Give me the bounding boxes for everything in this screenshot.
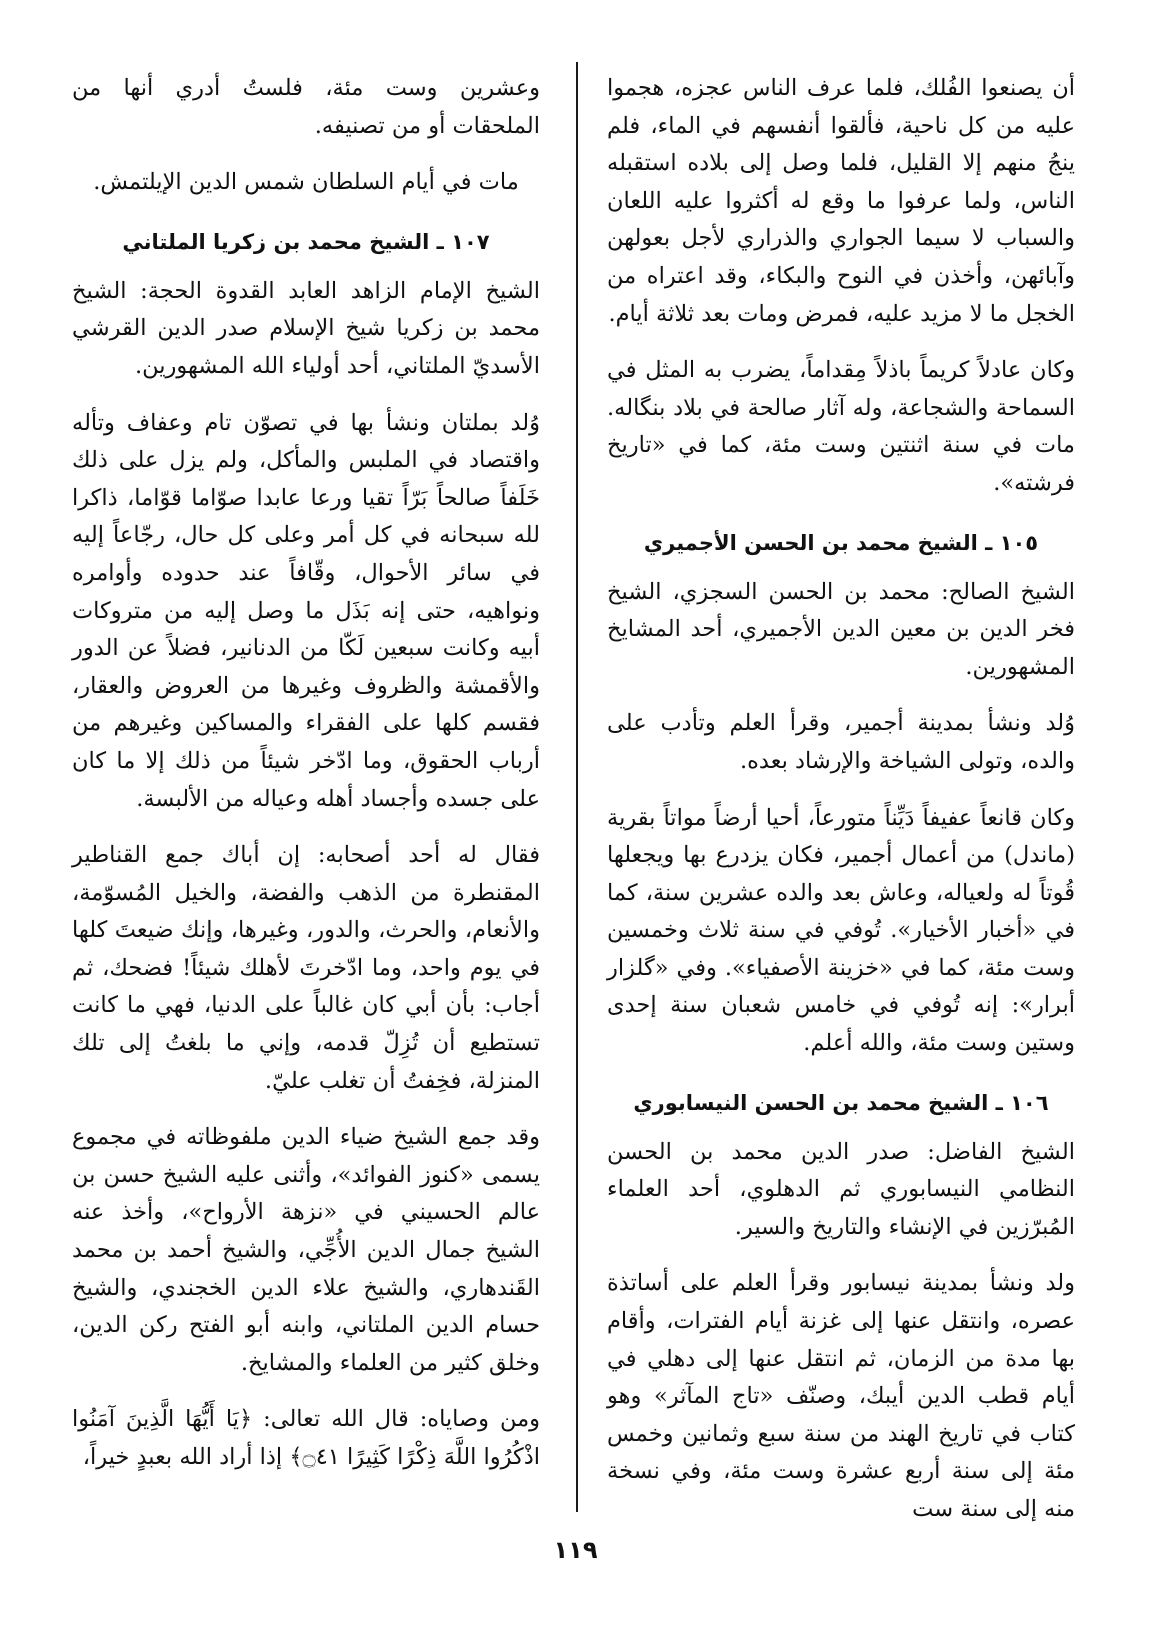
paragraph: وعشرين وست مئة، فلستُ أدري أنها من الملحقات أو من تصنيفه. <box>72 75 540 139</box>
paragraph-continuation: إذا أراد الله بعبدٍ خيراً، <box>82 1444 290 1470</box>
paragraph: ولد ونشأ بمدينة نيسابور وقرأ العلم على أساتذة عصره، وانتقل عنها إلى غزنة أيام الفترات، وأقام بها مدة من الزمان، ثم انتقل عنها إلى دهلي في أيام قطب الدين أيبك، وصنّف «تاج المآثر» وهو كتاب في تاريخ الهند من سنة سبع وثمانين وخمس مئة إلى سنة أربع عشرة وست مئة، وفي نسخة منه إلى سنة ست <box>607 1270 1075 1522</box>
left-column <box>72 70 540 1496</box>
paragraph: الشيخ الإمام الزاهد العابد القدوة الحجة: الشيخ محمد بن زكريا شيخ الإسلام صدر الدين القرشي الأسديّ الملتاني، أحد أولياء الله المشهورين. <box>72 277 540 379</box>
entry-heading-105: ١٠٥ ـ الشيخ محمد بن الحسن الأجميري <box>643 530 1039 555</box>
paragraph <box>72 1401 540 1476</box>
paragraph: فقال له أحد أصحابه: إن أباك جمع القناطير المقنطرة من الذهب والفضة، والخيل المُسوّمة، والأنعام، والحرث، والدور، وغيرها، وإنك ضيعتَ كلها في يوم واحد، وما ادّخرتَ لأهلك شيئاً! فضحك، ثم أجاب: بأن أبي كان غالباً على الدنيا، فهي ما كانت تستطيع أن تُزِلّ قدمه، وإني ما بلغتُ إلى تلك المنزلة، فخِفتُ أن تغلب عليّ. <box>72 842 540 1094</box>
entry-heading-107: ١٠٧ ـ الشيخ محمد بن زكريا الملتاني <box>122 229 490 254</box>
paragraph: الشيخ الصالح: محمد بن الحسن السجزي، الشيخ فخر الدين بن معين الدين الأجميري، أحد المشايخ المشهورين. <box>607 578 1075 680</box>
paragraph: وُلد ونشأ بمدينة أجمير، وقرأ العلم وتأدب على والده، وتولى الشياخة والإرشاد بعده. <box>607 710 1075 774</box>
right-column <box>607 70 1075 1548</box>
paragraph-intro: ومن وصاياه: قال الله تعالى: <box>252 1406 541 1433</box>
paragraph: وقد جمع الشيخ ضياء الدين ملفوظاته في مجموع يسمى «كنوز الفوائد»، وأثنى عليه الشيخ حسن بن عالم الحسيني في «نزهة الأرواح»، وأخذ عنه الشيخ جمال الدين الأُجِّي، والشيخ أحمد بن محمد القَندهاري، والشيخ علاء الدين الخجندي، والشيخ حسام الدين الملتاني، وابنه أبو الفتح ركن الدين، وخلق كثير من العلماء والمشايخ. <box>72 1124 540 1376</box>
paragraph: مات في أيام السلطان شمس الدين الإيلتمش. <box>93 169 519 196</box>
page-number: ١١٩ <box>553 1536 598 1564</box>
paragraph: وكان قانعاً عفيفاً دَيِّناً متورعاً، أحيا أرضاً مواتاً بقرية (ماندل) من أعمال أجمير، فكان يزدرع بها ويجعلها قُوتاً له ولعياله، وعاش بعد والده عشرين سنة، كما في «أخبار الأخيار». تُوفي في سنة ثلاث وخمسين وست مئة، كما في «خزينة الأصفياء». وفي «گلزار أبرار»: إنه تُوفي في خامس شعبان سنة إحدى وستين وست مئة، والله أعلم. <box>607 804 1075 1057</box>
column-divider <box>576 62 578 1512</box>
quran-verse: ﴿يَا أَيُّهَا الَّذِينَ آمَنُوا اذْكُرُوا اللَّهَ ذِكْرًا كَثِيرًا ۝٤١﴾ <box>72 1406 540 1470</box>
paragraph: أن يصنعوا الفُلك، فلما عرف الناس عجزه، هجموا عليه من كل ناحية، فألقوا أنفسهم في الماء، فلم ينجُ منهم إلا القليل، فلما وصل إلى بلاده استقبله الناس، ولما عرفوا ما وقع له أكثروا عليه اللعان والسباب لا سيما الجواري والذراري لأجل بعولهن وآبائهن، وأخذن في النوح والبكاء، وقد اعتراه من الخجل ما لا مزيد عليه، فمرض ومات بعد ثلاثة أيام. <box>607 75 1075 327</box>
paragraph: وكان عادلاً كريماً باذلاً مِقداماً، يضرب به المثل في السماحة والشجاعة، وله آثار صالحة في بلاد بنگاله. مات في سنة اثنتين وست مئة، كما في «تاريخ فرشته». <box>607 357 1075 496</box>
paragraph: الشيخ الفاضل: صدر الدين محمد بن الحسن النظامي النيسابوري ثم الدهلوي، أحد العلماء المُبرّزين في الإنشاء والتاريخ والسير. <box>607 1138 1075 1240</box>
entry-heading-106: ١٠٦ ـ الشيخ محمد بن الحسن النيسابوري <box>633 1090 1049 1115</box>
paragraph: وُلد بملتان ونشأ بها في تصوّن تام وعفاف وتأله واقتصاد في الملبس والمأكل، ولم يزل على ذلك خَلَفاً صالحاً بَرّاً تقيا ورعا عابدا صوّاما قوّاما، ذاكرا لله سبحانه في كل أمر وعلى كل حال، رجّاعاً إليه في سائر الأحوال، وقّافاً عند حدوده وأوامره ونواهيه، حتى إنه بَذَل ما وصل إليه من متروكات أبيه وكانت سبعين لَكّا من الدنانير، فضلاً عن الدور والأقمشة والظروف وغيرها من العروض والعقار، فقسم كلها على الفقراء والمساكين وغيرهم من أرباب الحقوق، وما ادّخر شيئاً من ذلك إلا ما كان على جسده وأجساد أهله وعياله من الألبسة. <box>72 409 540 812</box>
